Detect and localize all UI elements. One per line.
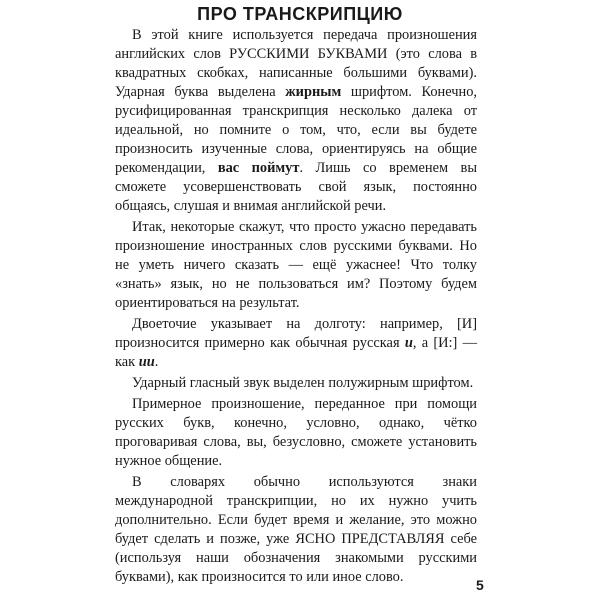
page-title: ПРО ТРАНСКРИПЦИЮ — [197, 4, 403, 24]
paragraph-6: В словарях обычно используются знаки международной транскрипции, но их нужно учить дополнительно. Если будет время и желание, это можно будет сделать и позже, уже ЯСНО ПРЕДСТАВЛЯЯ себе (используя наши обозначения знакомыми русскими буквами), как произносится то или иное слово. — [115, 474, 477, 585]
bold-phrase-vas-poymut: вас поймут — [217, 160, 300, 176]
paragraph-4: Ударный гласный звук выделен полужирным шрифтом. — [132, 375, 474, 391]
paragraph-1-text-a: В этой книге используется передача произношения английских слов — [115, 27, 477, 62]
paragraph-3-text-b: , а [И:] — как — [115, 335, 477, 370]
italic-letters-ii: ии — [138, 354, 155, 370]
paragraph-3 — [115, 315, 477, 372]
paragraph-3-text-c: . — [154, 354, 159, 370]
paragraph-2: Итак, некоторые скажут, что просто ужасно передавать произношение иностранных слов русскими буквами. Но не уметь ничего сказать — ещё ужаснее! Что толку «знать» язык, но не пользоваться им? Поэтому будем ориентироваться на результат. — [115, 219, 477, 311]
paragraph-1-text-d: . Лишь со временем вы сможете усовершенствовать свой язык, постоянно общаясь, слушая и внимая английской речи. — [115, 160, 478, 214]
italic-letter-i: и — [404, 335, 413, 351]
paragraph-1-text-c: шрифтом. Конечно, русифицированная транскрипция несколько далека от идеальной, но помните о том, что, если вы будете произносить изученные слова, ориентируясь на общие рекомендации, — [115, 84, 477, 176]
bold-word-zhirnym: жирным — [285, 84, 342, 100]
paragraph-1-caps: РУССКИМИ БУКВАМИ — [229, 46, 388, 62]
paragraph-5: Примерное произношение, переданное при помощи русских букв, конечно, условно, однако, чётко проговаривая слова, вы, безусловно, сможете установить нужное общение. — [115, 396, 477, 469]
page-number: 5 — [476, 577, 484, 593]
paragraph-3-text-a: Двоеточие указывает на долготу: например, [И] произносится примерно как обычная русская — [115, 316, 477, 351]
paragraph-1-text-b: (это слова в квадратных скобках, написанные большими буквами). Ударная буква выделена — [115, 46, 478, 100]
body-text — [115, 26, 477, 587]
paragraph-1 — [115, 26, 477, 216]
